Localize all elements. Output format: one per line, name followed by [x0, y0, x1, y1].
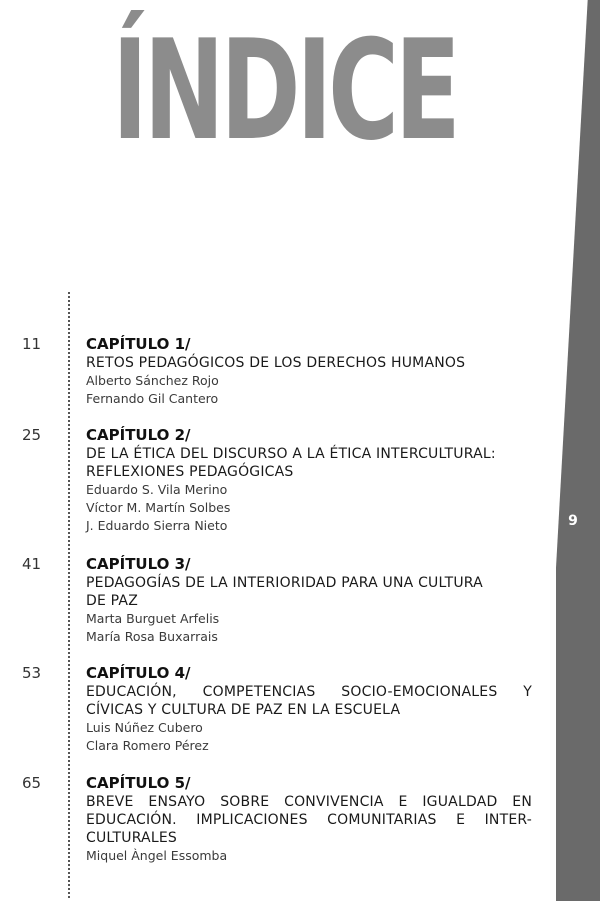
chapter-title-line: CULTURALES	[86, 830, 177, 846]
chapter-title-line: PEDAGOGÍAS DE LA INTERIORIDAD PARA UNA CULTURA	[86, 575, 483, 591]
entry-body	[86, 555, 532, 646]
page-title: ÍNDICE	[112, 10, 457, 171]
author-name: Alberto Sánchez Rojo	[86, 373, 219, 388]
dotted-divider	[68, 292, 70, 898]
entry-page-number: 25	[22, 426, 42, 444]
chapter-title-line: DE LA ÉTICA DEL DISCURSO A LA ÉTICA INTERCULTURAL:	[86, 446, 496, 462]
chapter-label: CAPÍTULO 3/	[86, 555, 191, 573]
entry-page-number: 53	[22, 664, 42, 682]
author-name: Víctor M. Martín Solbes	[86, 500, 231, 515]
entry-body	[86, 335, 532, 408]
chapter-label: CAPÍTULO 5/	[86, 774, 191, 792]
entry-body	[86, 774, 532, 865]
side-tab-bar	[556, 0, 600, 901]
author-name: María Rosa Buxarrais	[86, 629, 218, 644]
entry-page-number: 65	[22, 774, 42, 792]
author-name: Fernando Gil Cantero	[86, 391, 219, 406]
chapter-title-line: CÍVICAS Y CULTURA DE PAZ EN LA ESCUELA	[86, 702, 401, 718]
author-name: Clara Romero Pérez	[86, 738, 209, 753]
chapter-label: CAPÍTULO 4/	[86, 664, 191, 682]
chapter-title-line: BREVE ENSAYO SOBRE CONVIVENCIA E IGUALDAD EN	[86, 794, 532, 810]
chapter-title-line: DE PAZ	[86, 593, 138, 609]
chapter-title-line: EDUCACIÓN. IMPLICACIONES COMUNITARIAS E INTER-	[86, 812, 532, 828]
author-name: Marta Burguet Arfelis	[86, 611, 220, 626]
chapter-title-line: EDUCACIÓN, COMPETENCIAS SOCIO-EMOCIONALES Y	[86, 684, 532, 700]
entry-body	[86, 664, 532, 755]
chapter-title-line: REFLEXIONES PEDAGÓGICAS	[86, 464, 294, 480]
chapter-label: CAPÍTULO 1/	[86, 335, 191, 353]
entry-body	[86, 426, 532, 535]
chapter-label: CAPÍTULO 2/	[86, 426, 191, 444]
chapter-title-line: RETOS PEDAGÓGICOS DE LOS DERECHOS HUMANOS	[86, 355, 466, 371]
author-name: J. Eduardo Sierra Nieto	[86, 518, 228, 533]
entry-page-number: 11	[22, 335, 42, 353]
author-name: Luis Núñez Cubero	[86, 720, 203, 735]
entry-page-number: 41	[22, 555, 42, 573]
author-name: Miquel Àngel Essomba	[86, 848, 228, 863]
page-number: 9	[568, 513, 578, 529]
author-name: Eduardo S. Vila Merino	[86, 482, 228, 497]
